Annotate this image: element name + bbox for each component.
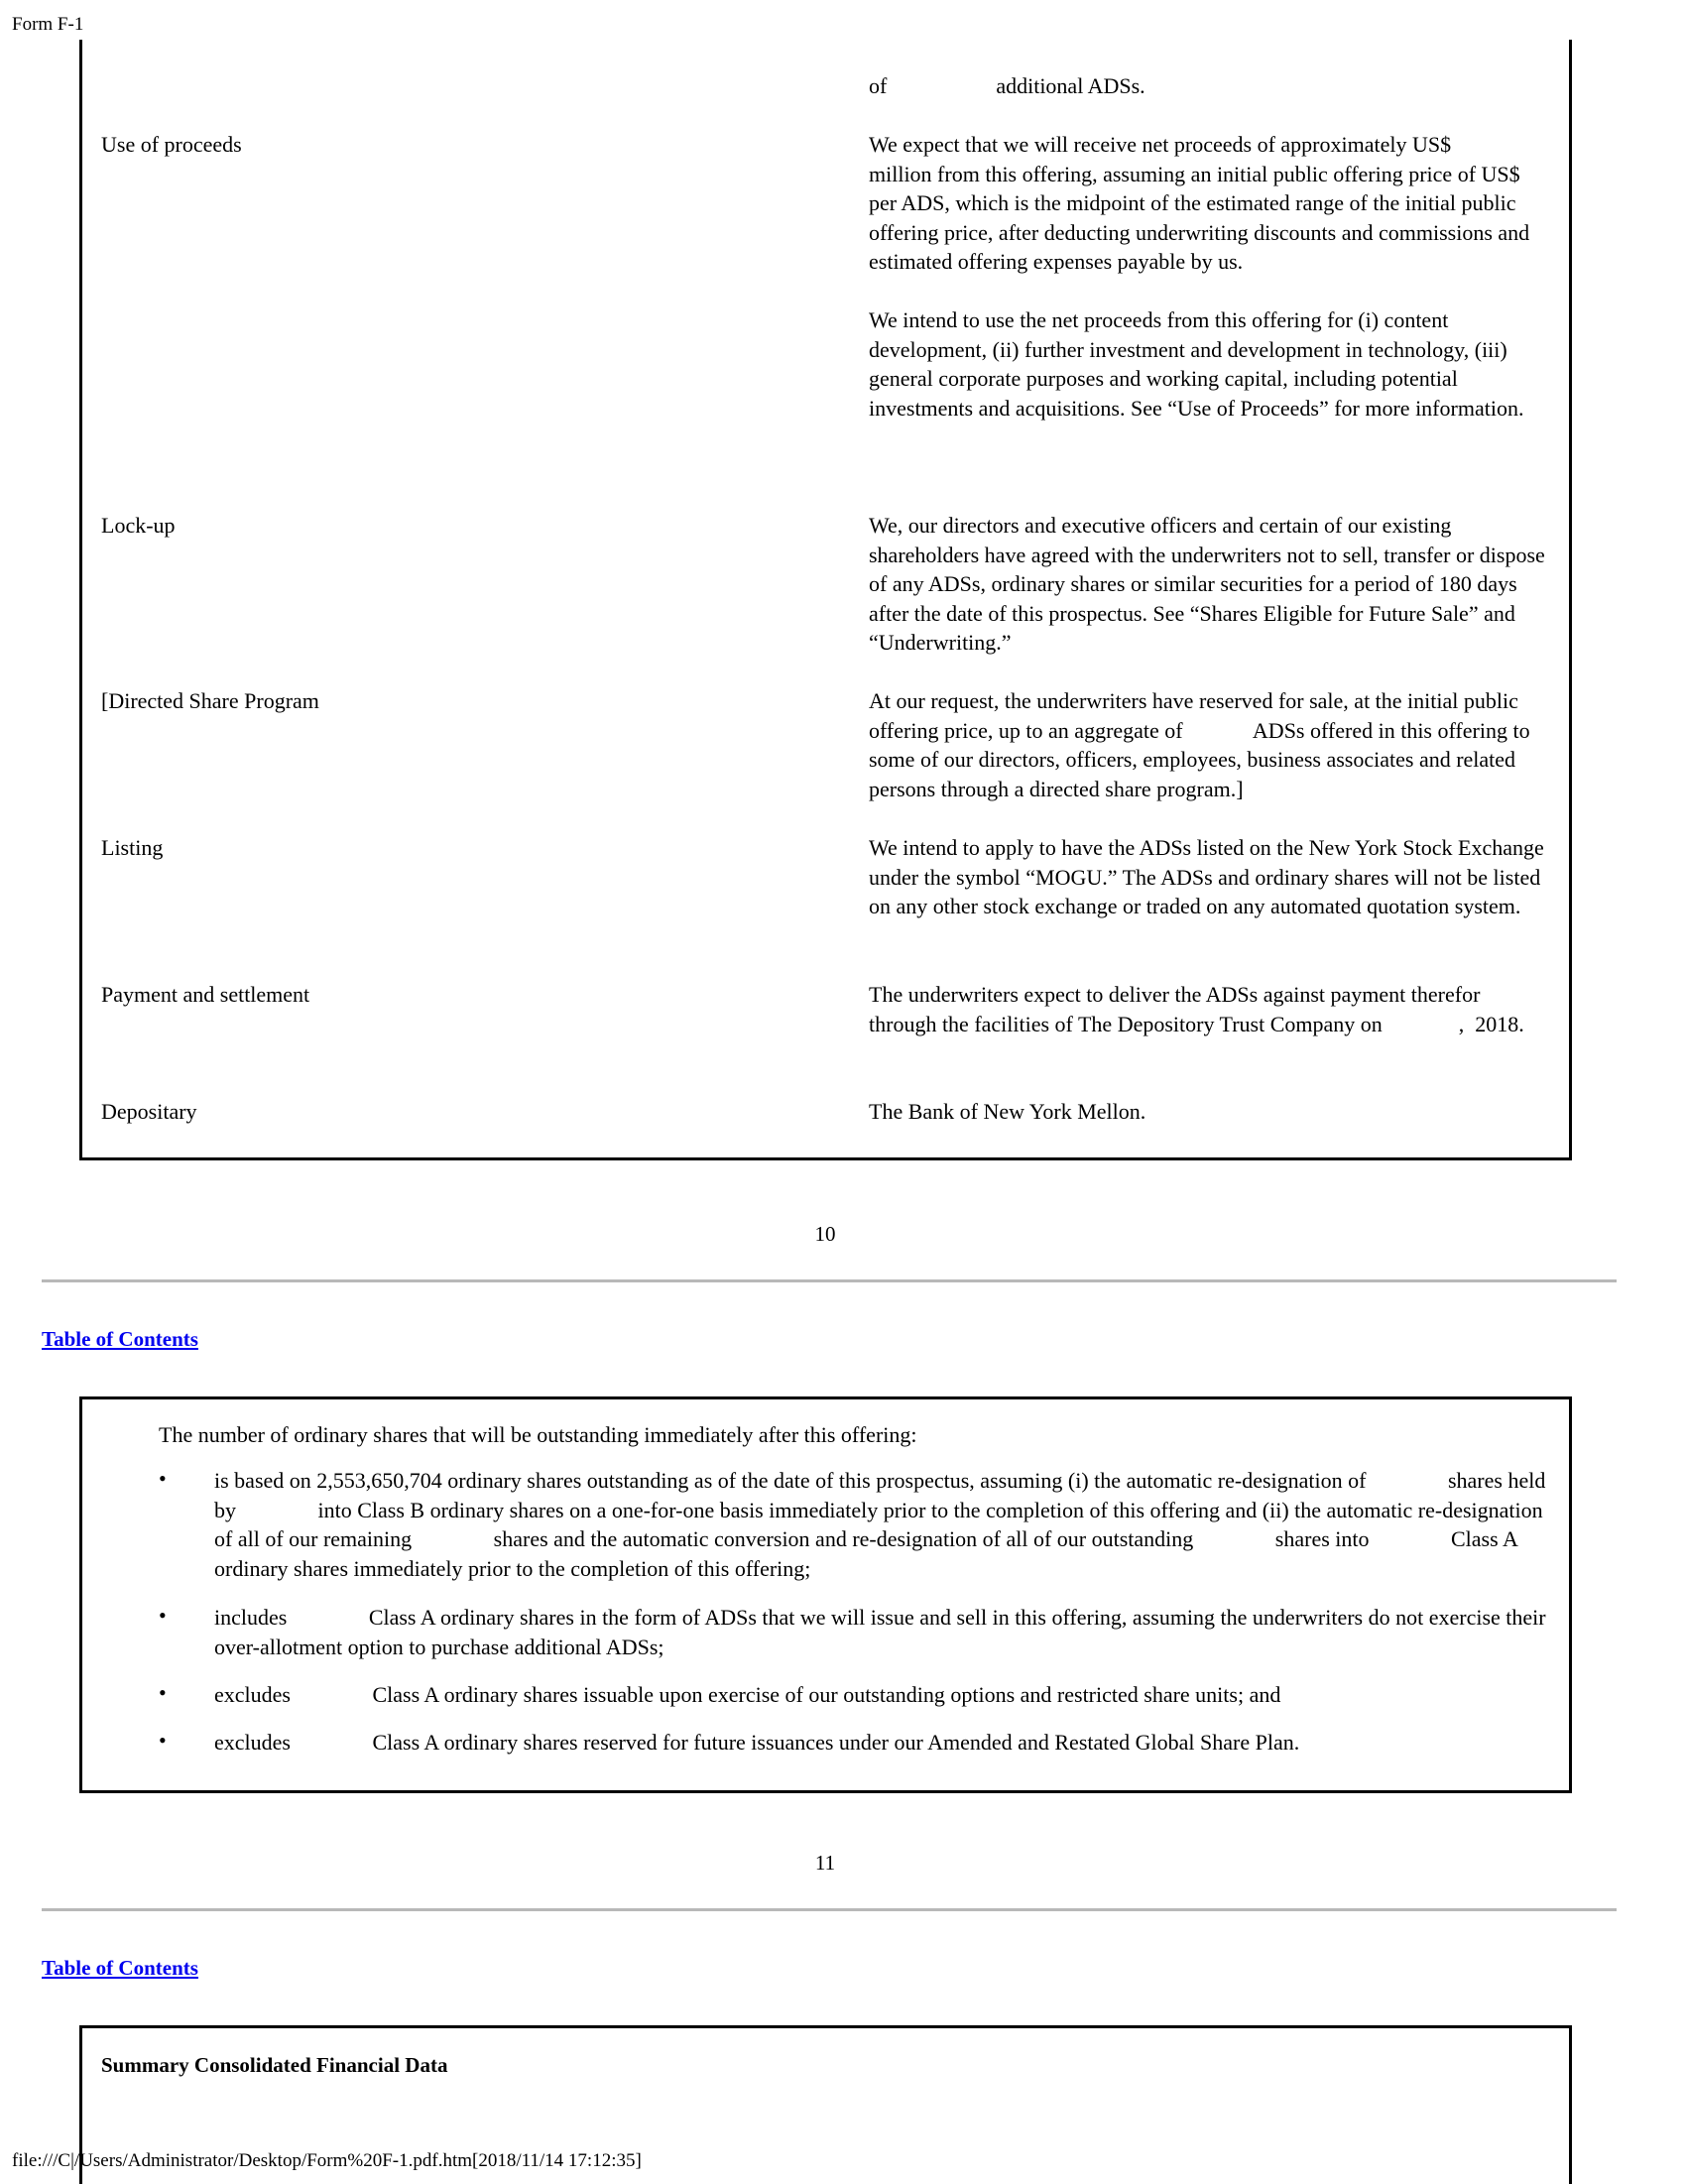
summary-value-use-of-proceeds — [869, 130, 1597, 423]
summary-row-adss-value — [869, 71, 1553, 101]
summary-label-lock-up: Lock-up — [101, 513, 176, 538]
summary-paragraph: We, our directors and executive officers and certain of our existing shareholders have agreed with the underwriters not to sell, transfer or dispose of any ADSs, ordinary shares or similar securities for a period of 180 days after the date of this prospectus. See “Shares Eligible for Future Sale” and “Underwriting.” — [869, 513, 1545, 655]
bullet-glyph: • — [159, 1728, 167, 1753]
page-divider — [42, 1908, 1617, 1911]
summary-label-depositary: Depositary — [101, 1099, 197, 1124]
share-bullet-excludes-reserved: excludes Class A ordinary shares reserved for future issuances under our Amended and Restated Global Share Plan. — [214, 1730, 1300, 1755]
summary-label-listing: Listing — [101, 835, 164, 860]
summary-value-listing — [869, 833, 1553, 921]
bullet-glyph: • — [159, 1466, 167, 1491]
table-of-contents-link[interactable]: Table of Contents — [42, 1956, 198, 1980]
summary-value-directed-share-program — [869, 686, 1553, 803]
summary-paragraph: The underwriters expect to deliver the ADSs against payment therefor through the facilities of The Depository Trust Company on , 2018. — [869, 982, 1524, 1036]
section-title: Summary Consolidated Financial Data — [101, 2053, 448, 2077]
document-header: Form F-1 — [12, 14, 84, 35]
share-bullet-includes: includes Class A ordinary shares in the form of ADSs that we will issue and sell in this offering, assuming the underwriters do not exercise their over-allotment option to purchase additional ADSs; — [214, 1605, 1552, 1659]
summary-label-use-of-proceeds: Use of proceeds — [101, 132, 242, 157]
page-number: 10 — [814, 1222, 836, 1246]
share-bullet-excludes-options: excludes Class A ordinary shares issuable upon exercise of our outstanding options and restricted share units; and — [214, 1682, 1281, 1707]
summary-paragraph: We intend to use the net proceeds from this offering for (i) content development, (ii) further investment and development in technology, (iii) general corporate purposes and working capital, including potential investments and acquisitions. See “Use of Proceeds” for more information. — [869, 307, 1524, 421]
summary-paragraph: of additional ADSs. — [869, 73, 1145, 98]
bullet-glyph: • — [159, 1680, 167, 1705]
page-number: 11 — [814, 1851, 836, 1875]
bullet-glyph: • — [159, 1603, 167, 1628]
summary-value-payment-settlement — [869, 980, 1553, 1038]
shares-intro: The number of ordinary shares that will be outstanding immediately after this offering: — [159, 1422, 917, 1447]
summary-value-lock-up — [869, 511, 1553, 658]
summary-paragraph: The Bank of New York Mellon. — [869, 1099, 1146, 1124]
table-of-contents-link[interactable]: Table of Contents — [42, 1327, 198, 1351]
document-footer-path: file:///C|/Users/Administrator/Desktop/Form%20F-1.pdf.htm[2018/11/14 17:12:35] — [12, 2150, 642, 2171]
page-divider — [42, 1279, 1617, 1282]
summary-paragraph: We intend to apply to have the ADSs listed on the New York Stock Exchange under the symbol “MOGU.” The ADSs and ordinary shares will not be listed on any other stock exchange or traded on any automated quotation system. — [869, 835, 1544, 918]
summary-label-payment-settlement: Payment and settlement — [101, 982, 310, 1007]
summary-label-directed-share-program: [Directed Share Program — [101, 688, 319, 713]
summary-value-depositary — [869, 1097, 1553, 1127]
summary-paragraph: We expect that we will receive net proceeds of approximately US$ million from this offering, assuming an initial public offering price of US$ per ADS, which is the midpoint of the estimated range of the initial public offering price, after deducting underwriting discounts and commissions and estimated offering expenses payable by us. — [869, 132, 1597, 274]
summary-paragraph: At our request, the underwriters have reserved for sale, at the initial public offering price, up to an aggregate of ADSs offered in this offering to some of our directors, officers, employees, business associates and related persons through a directed share program.] — [869, 688, 1536, 801]
share-bullet-based-on: is based on 2,553,650,704 ordinary shares outstanding as of the date of this prospectus, assuming (i) the automatic re-designation of shares held by into Class B ordinary shares on a one-for-one basis immediately prior to the completion of this offering and (ii) the automatic re-designation of all of our remaining shares and the automatic conversion and re-designation of all of our outstanding shares into Class A ordinary shares immediately prior to the completion of this offering; — [214, 1468, 1551, 1581]
